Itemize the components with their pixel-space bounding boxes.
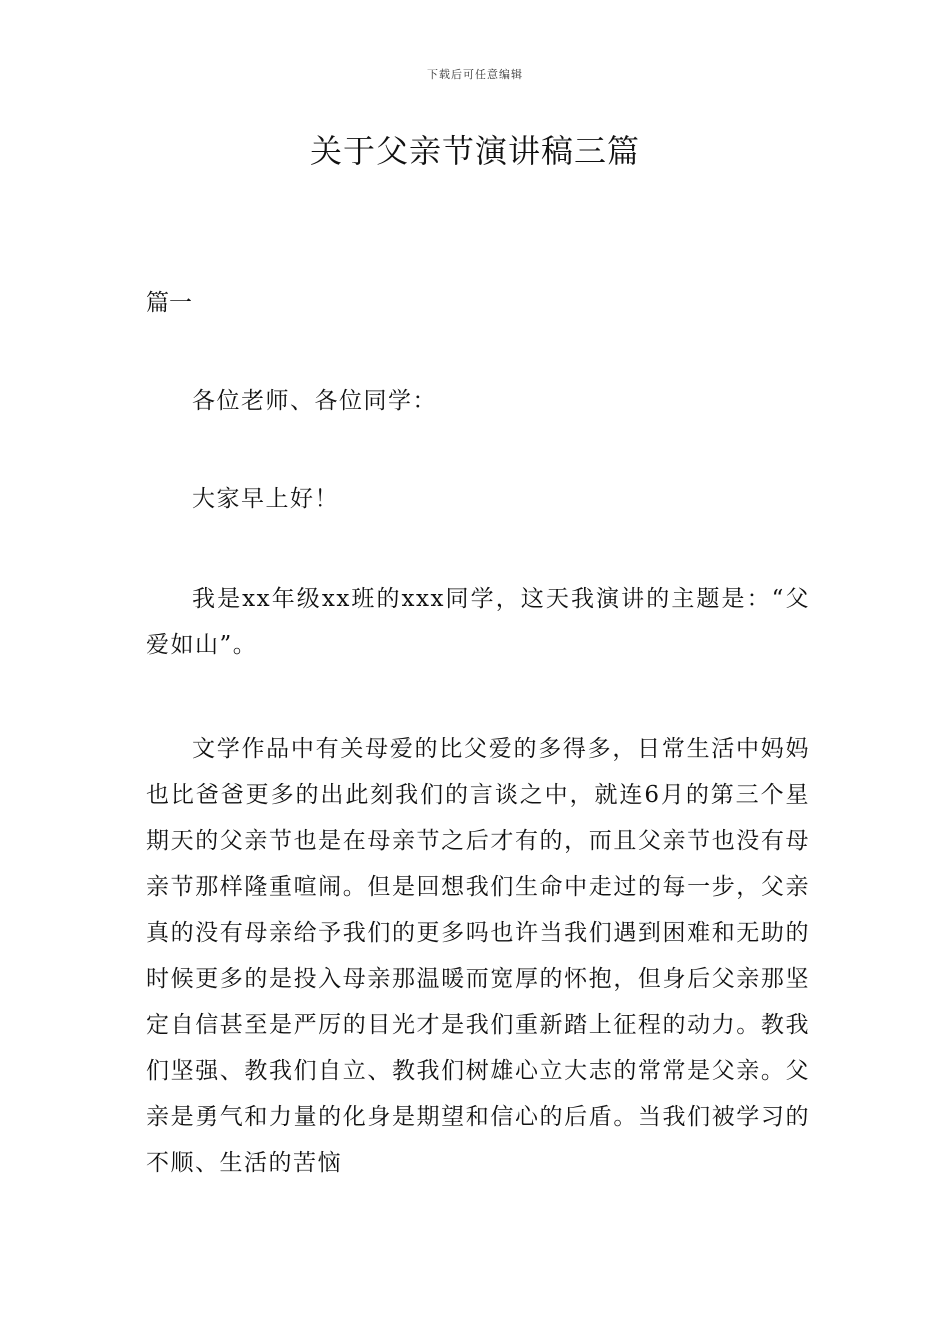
intro-paragraph: 我是xx年级xx班的xxx同学，这天我演讲的主题是：“父爱如山”。 [146,586,810,658]
greeting-paragraph: 各位老师、各位同学： [192,388,437,414]
body-paragraph: 文学作品中有关母爱的比父爱的多得多，日常生活中妈妈也比爸爸更多的出此刻我们的言谈之中，就连6月的第三个星期天的父亲节也是在母亲节之后才有的，而且父亲节也没有母亲节那样隆重喧闹。但是回想我们生命中走过的每一步，父亲真的没有母亲给予我们的更多吗也许当我们遇到困难和无助的时候更多的是投入母亲那温暖而宽厚的怀抱，但身后父亲那坚定自信甚至是严厉的目光才是我们重新踏上征程的动力。教我们坚强、教我们自立、教我们树雄心立大志的常常是父亲。父亲是勇气和力量的化身是期望和信心的后盾。当我们被学习的不顺、生活的苦恼 [146,736,810,1176]
section-heading: 篇一 [146,290,192,316]
morning-paragraph: 大家早上好！ [192,486,339,512]
header-note: 下载后可任意编辑 [427,68,523,81]
document-title: 关于父亲节演讲稿三篇 [309,132,640,170]
